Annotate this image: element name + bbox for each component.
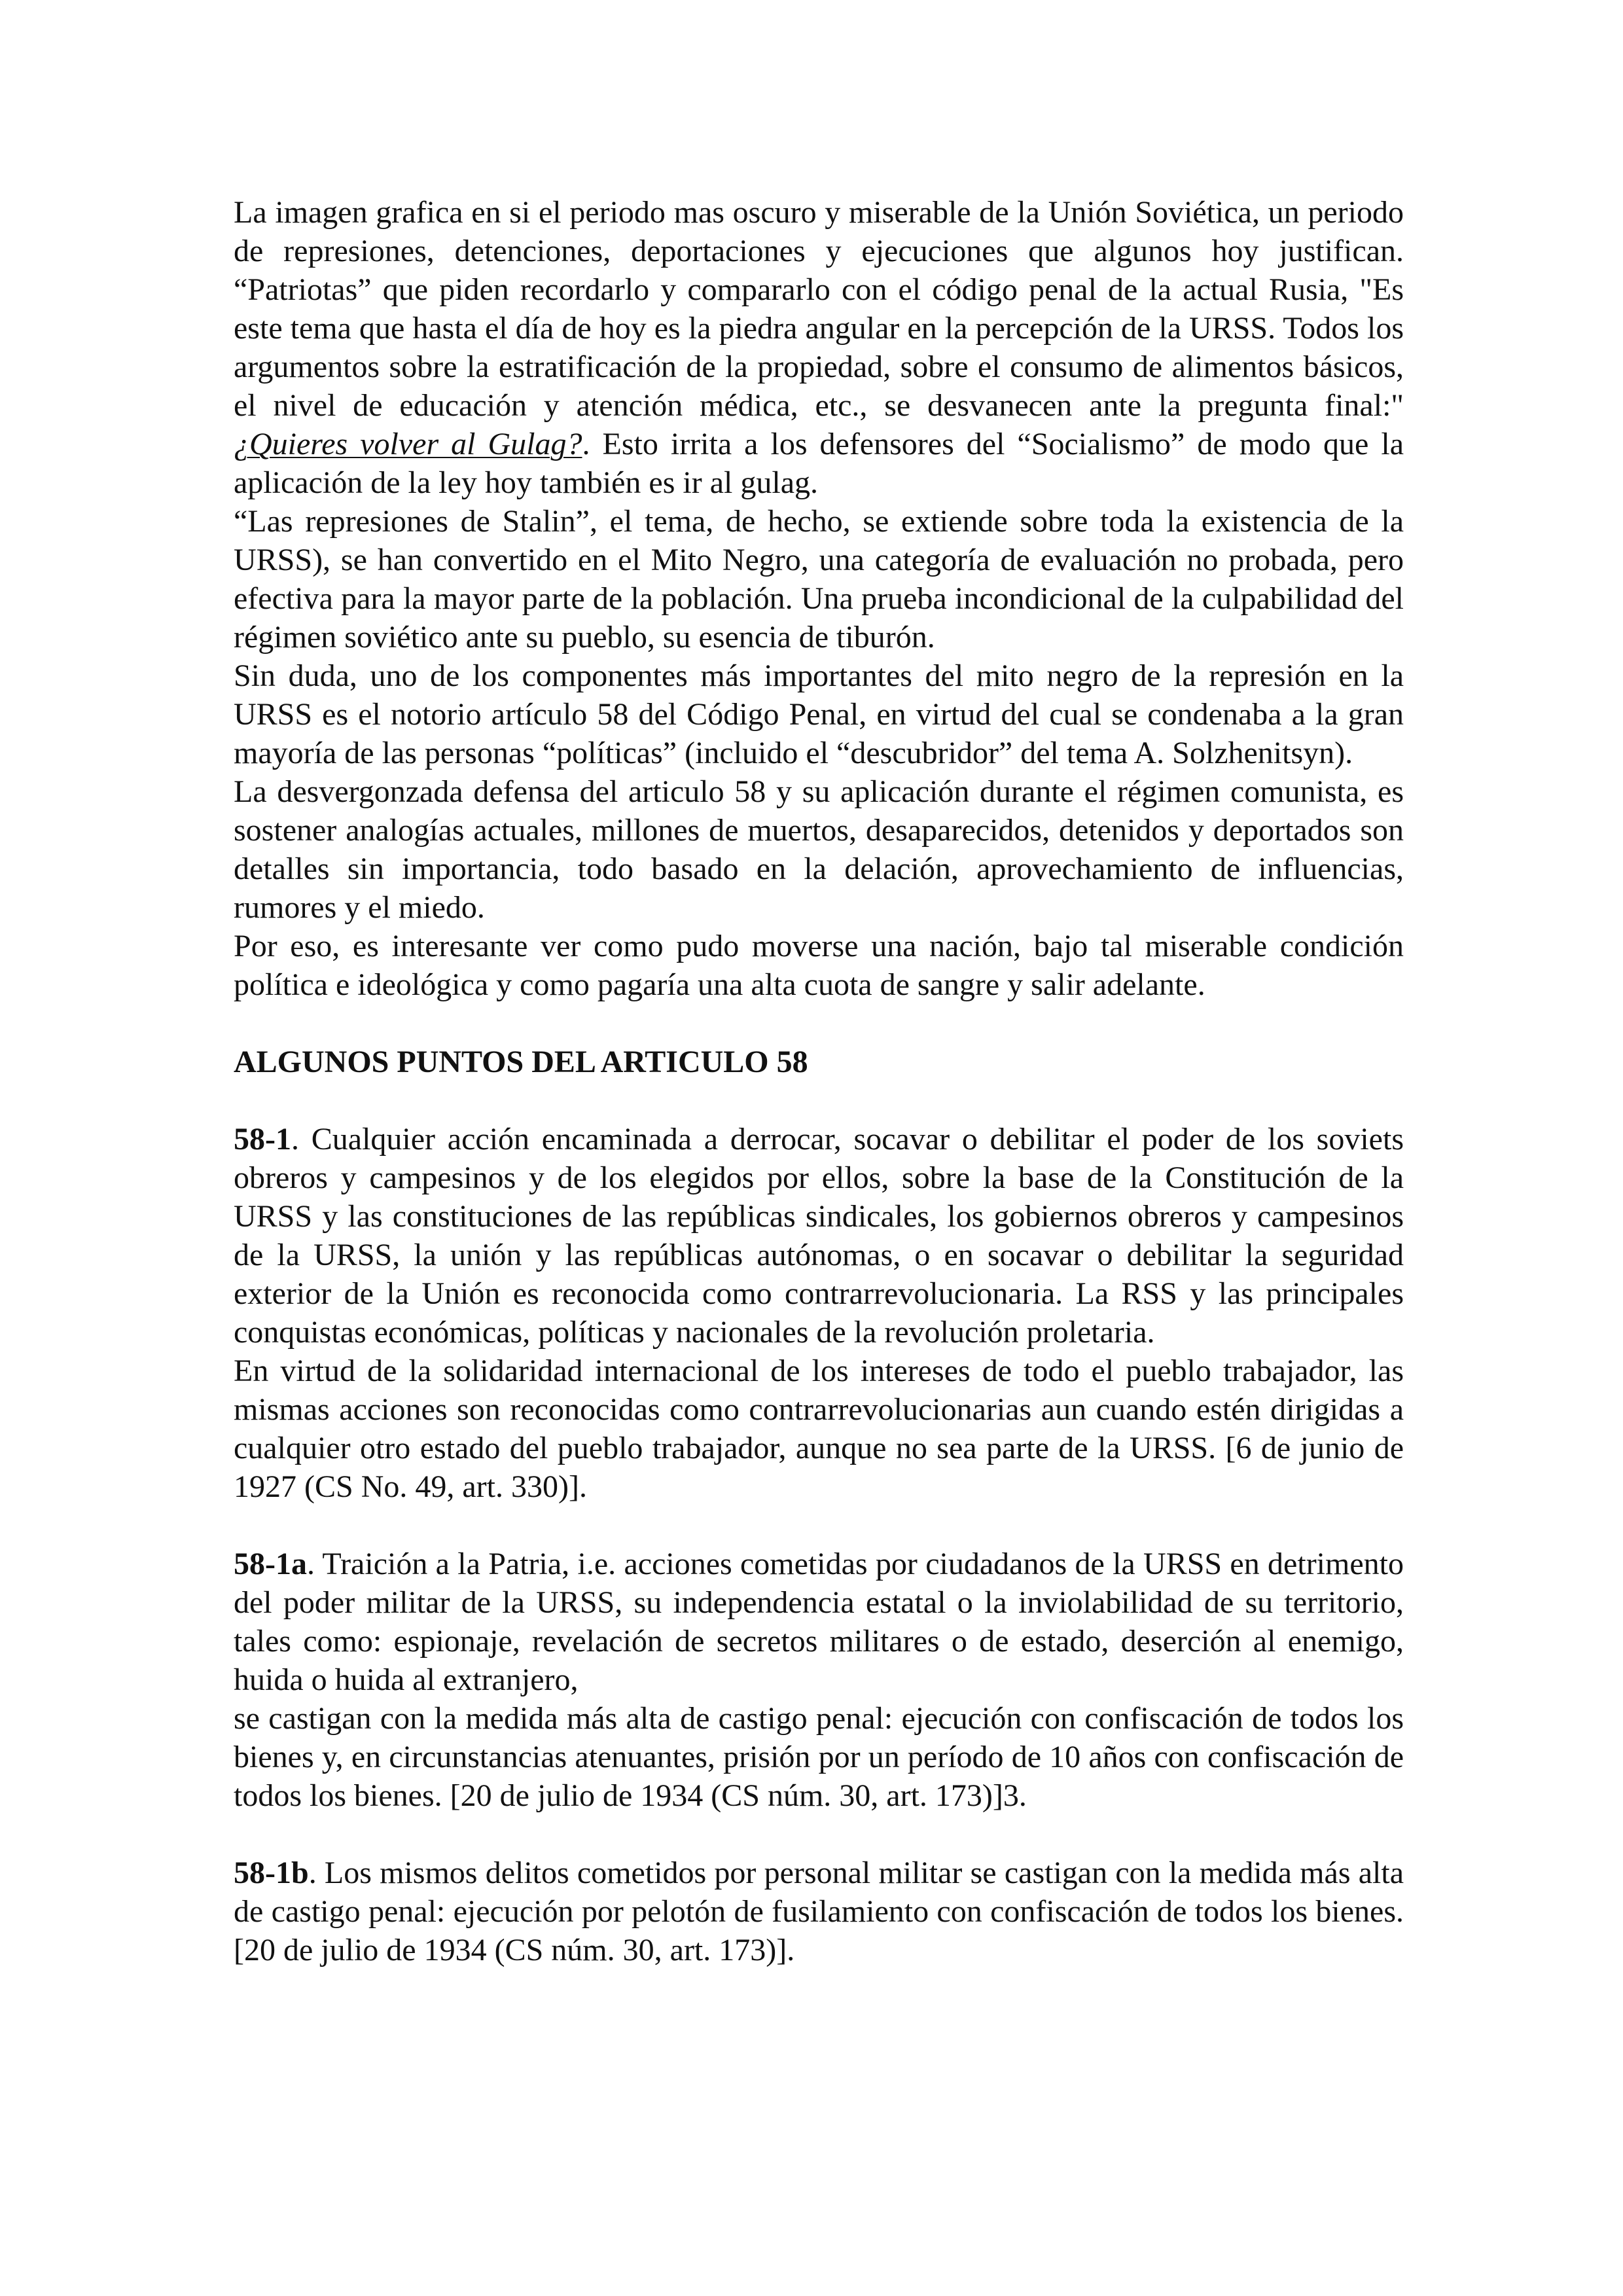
intro-paragraph-4: La desvergonzada defensa del articulo 58 y su aplicación durante el régimen comunista, es sostener analogías actuales, millones de muertos, desaparecidos, detenidos y deportados son detalles sin importancia, todo basado en la delación, aprovechamiento de influencias, rumores y el miedo. [234, 774, 1404, 925]
intro-paragraph-5: Por eso, es interesante ver como pudo moverse una nación, bajo tal miserable condición política e ideológica y como pagaría una alta cuota de sangre y salir adelante. [234, 929, 1404, 1002]
article-58-1a-label: 58-1a [234, 1547, 307, 1581]
intro-paragraph-3: Sin duda, uno de los componentes más importantes del mito negro de la represión en la URSS es el notorio artículo 58 del Código Penal, en virtud del cual se condenaba a la gran mayoría de las personas “políticas” (incluido el “descubridor” del tema A. Solzhenitsyn). [234, 658, 1404, 770]
article-58-1b-text: . Los mismos delitos cometidos por personal militar se castigan con la medida más alta de castigo penal: ejecución por pelotón de fusilamiento con confiscación de todos los bienes. [20 de julio de 1934 (CS núm. 30, art. 173)]. [234, 1856, 1404, 1967]
article-58-1a-paragraph-2: se castigan con la medida más alta de castigo penal: ejecución con confiscación de todos los bienes y, en circunstancias atenuantes, prisión por un período de 10 años con confiscación de todos los bienes. [20 de julio de 1934 (CS núm. 30, art. 173)]3. [234, 1701, 1404, 1813]
spacer [234, 1081, 1404, 1120]
gulag-question: ¿Quieres volver al Gulag? [234, 427, 582, 461]
section-heading: ALGUNOS PUNTOS DEL ARTICULO 58 [234, 1045, 808, 1079]
spacer [234, 1815, 1404, 1854]
intro-paragraph-1-text-a: La imagen grafica en si el periodo mas oscuro y miserable de la Unión Soviética, un periodo de represiones, detenciones, deportaciones y ejecuciones que algunos hoy justifican. “Patriotas” que piden recordarlo y compararlo con el código penal de la actual Rusia, "Es este tema que hasta el día de hoy es la piedra angular en la percepción de la URSS. Todos los argumentos sobre la estratificación de la propiedad, sobre el consumo de alimentos básicos, el nivel de educación y atención médica, etc., se desvanecen ante la pregunta final:" [234, 195, 1404, 423]
spacer [234, 1506, 1404, 1545]
intro-paragraph-1 [234, 193, 1404, 502]
article-58-1b-label: 58-1b [234, 1856, 309, 1890]
document-page [234, 193, 1404, 1969]
article-58-1b [234, 1854, 1404, 1969]
article-58-1-label: 58-1 [234, 1122, 291, 1157]
intro-paragraph-2: “Las represiones de Stalin”, el tema, de hecho, se extiende sobre toda la existencia de la URSS), se han convertido en el Mito Negro, una categoría de evaluación no probada, pero efectiva para la mayor parte de la población. Una prueba incondicional de la culpabilidad del régimen soviético ante su pueblo, su esencia de tiburón. [234, 504, 1404, 655]
article-58-1 [234, 1120, 1404, 1352]
intro-paragraph-1-text-b: . Esto irrita a los defensores del “Socialismo” de modo que la aplicación de la ley hoy también es ir al gulag. [234, 427, 1404, 500]
spacer [234, 1004, 1404, 1043]
article-58-1a-text: . Traición a la Patria, i.e. acciones cometidas por ciudadanos de la URSS en detrimento del poder militar de la URSS, su independencia estatal o la inviolabilidad de su territorio, tales como: espionaje, revelación de secretos militares o de estado, deserción al enemigo, huida o huida al extranjero, [234, 1547, 1404, 1697]
article-58-1-text: . Cualquier acción encaminada a derrocar, socavar o debilitar el poder de los soviets obreros y campesinos y de los elegidos por ellos, sobre la base de la Constitución de la URSS y las constituciones de las repúblicas sindicales, los gobiernos obreros y campesinos de la URSS, la unión y las repúblicas autónomas, o en socavar o debilitar la seguridad exterior de la Unión es reconocida como contrarrevolucionaria. La RSS y las principales conquistas económicas, políticas y nacionales de la revolución proletaria. [234, 1122, 1404, 1350]
article-58-1-paragraph-2: En virtud de la solidaridad internacional de los intereses de todo el pueblo trabajador, las mismas acciones son reconocidas como contrarrevolucionarias aun cuando estén dirigidas a cualquier otro estado del pueblo trabajador, aunque no sea parte de la URSS. [6 de junio de 1927 (CS No. 49, art. 330)]. [234, 1354, 1404, 1504]
article-58-1a [234, 1545, 1404, 1699]
